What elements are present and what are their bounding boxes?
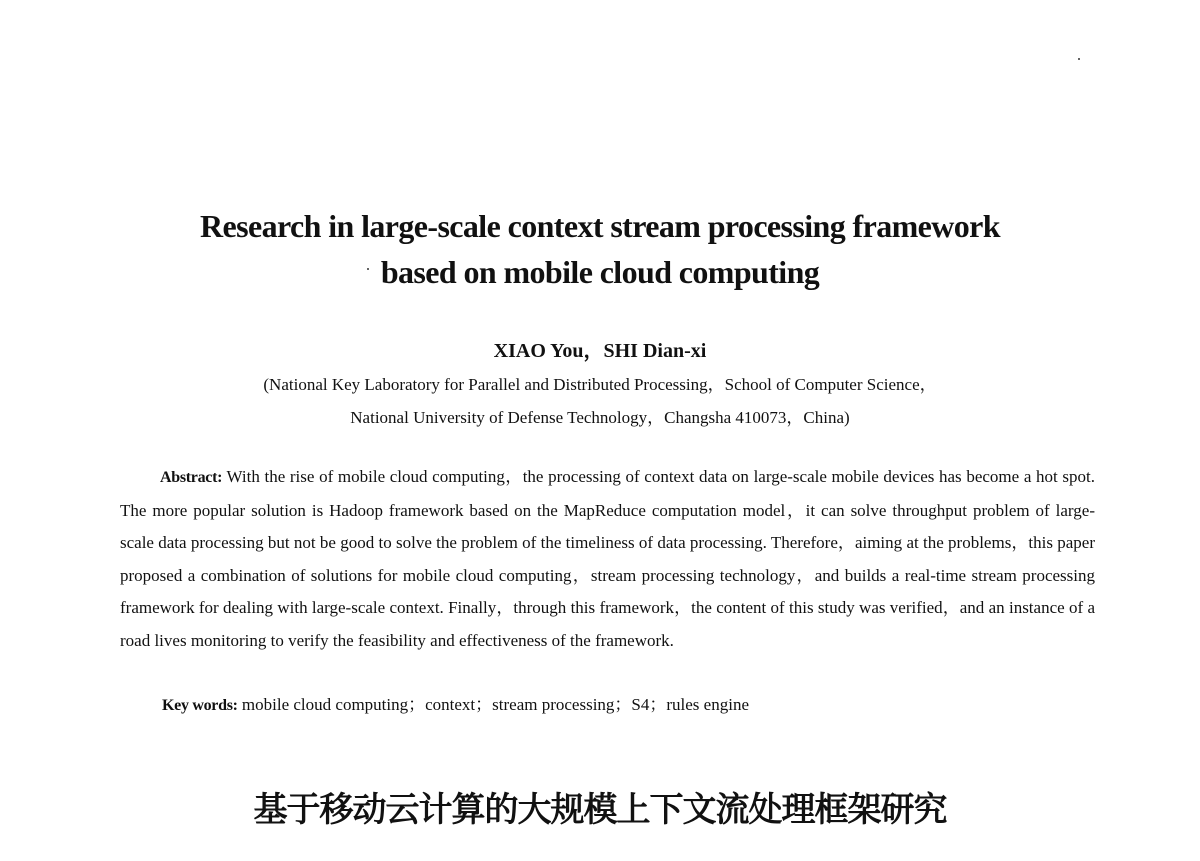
keywords-text: mobile cloud computing；context；stream processing；S4；rules engine	[241, 695, 749, 714]
paper-authors: XIAO You，SHI Dian-xi	[493, 340, 707, 362]
affiliation-line-1: (National Key Laboratory for Parallel and Distributed Processing，School of Computer Science，	[263, 375, 937, 394]
paper-title-line-1: Research in large-scale context stream processing framework	[200, 208, 1000, 244]
scan-speck	[1078, 58, 1080, 60]
affiliation-line-2: National University of Defense Technology，Changsha 410073，China)	[350, 408, 850, 427]
abstract-text: With the rise of mobile cloud computing，the processing of context data on large-scale mobile devices has become a hot spot. The more popular solution is Hadoop framework based on the MapReduce computation model，it can solve throughput problem of large-scale data processing but not be good to solve the problem of the timeliness of data processing. Therefore，aiming at the problems，this paper proposed a combination of solutions for mobile cloud computing，stream processing technology，and builds a real-time stream processing framework for dealing with large-scale context. Finally，through this framework，the content of this study was verified，and an instance of a road lives monitoring to verify the feasibility and effectiveness of the framework.	[120, 467, 1095, 650]
keywords-label: Key words:	[162, 697, 238, 714]
keywords-line	[162, 690, 749, 715]
abstract-paragraph	[120, 461, 1095, 658]
paper-title-line-2: based on mobile cloud computing	[380, 254, 820, 290]
abstract-label: Abstract:	[160, 469, 223, 486]
chinese-title: 基于移动云计算的大规模上下文流处理框架研究	[253, 790, 947, 830]
